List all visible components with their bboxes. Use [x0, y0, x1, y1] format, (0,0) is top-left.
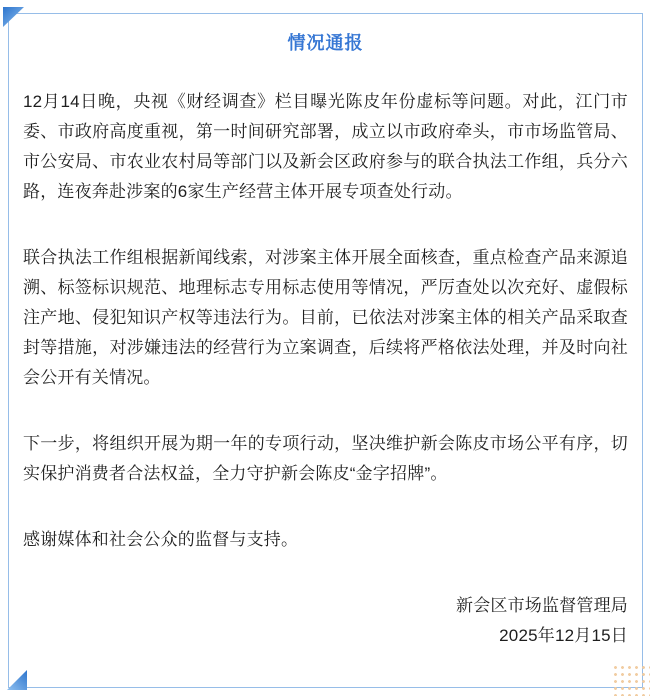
signature-block: [23, 591, 628, 651]
dot-grid-decoration: [610, 662, 650, 696]
notice-paragraph: 联合执法工作组根据新闻线索，对涉案主体开展全面核查，重点检查产品来源追溯、标签标识规范、地理标志专用标志使用等情况，严厉查处以次充好、虚假标注产地、侵犯知识产权等违法行为。目前，已依法对涉案主体的相关产品采取查封等措施，对涉嫌违法的经营行为立案调查，后续将严格依法处理，并及时向社会公开有关情况。: [23, 248, 628, 387]
notice-paragraph: 12月14日晚，央视《财经调查》栏目曝光陈皮年份虚标等问题。对此，江门市委、市政府高度重视，第一时间研究部署，成立以市政府牵头，市市场监管局、市公安局、市农业农村局等部门以及新会区政府参与的联合执法工作组，兵分六路，连夜奔赴涉案的6家生产经营主体开展专项查处行动。: [23, 92, 628, 201]
triangle-decoration-top-left-icon: [3, 7, 26, 28]
issuer-signature: 新会区市场监督管理局: [456, 596, 628, 615]
triangle-decoration-bottom-left-icon: [7, 670, 27, 690]
notice-paragraph: 感谢媒体和社会公众的监督与支持。: [23, 530, 299, 549]
document-frame: [8, 13, 643, 688]
notice-paragraph: 下一步，将组织开展为期一年的专项行动，坚决维护新会陈皮市场公平有序，切实保护消费者合法权益，全力守护新会陈皮“金字招牌”。: [23, 434, 628, 483]
notice-title: 情况通报: [287, 33, 364, 53]
issue-date: 2025年12月15日: [499, 626, 628, 645]
